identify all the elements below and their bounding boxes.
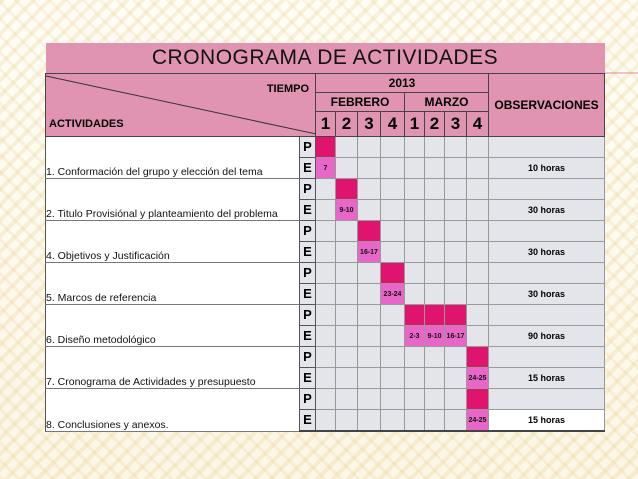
week-cell	[425, 158, 445, 179]
week-cell	[336, 410, 358, 432]
actividades-label: ACTIVIDADES	[49, 118, 124, 130]
week-cell	[445, 137, 467, 158]
observation-empty-cell	[489, 263, 605, 284]
week-cell	[358, 200, 381, 221]
week-cell	[467, 179, 489, 200]
executed-week-cell: 9-10	[336, 200, 358, 221]
activity-plan-row	[46, 389, 605, 410]
activity-plan-row	[46, 305, 605, 326]
observation-empty-cell	[489, 137, 605, 158]
executed-week-cell: 7	[316, 158, 336, 179]
week-cell	[381, 368, 405, 389]
planned-week-cell	[336, 179, 358, 200]
executed-week-cell: 2-3	[405, 326, 425, 347]
observation-hours: 30 horas	[489, 284, 605, 305]
week-cell	[358, 347, 381, 368]
activity-plan-row	[46, 179, 605, 200]
activity-name: 5. Marcos de referencia	[46, 263, 300, 305]
week-cell	[467, 200, 489, 221]
week-cell	[405, 179, 425, 200]
planned-week-cell	[405, 305, 425, 326]
schedule-title: CRONOGRAMA DE ACTIVIDADES	[46, 43, 605, 74]
planned-week-cell	[467, 389, 489, 410]
week-cell	[445, 284, 467, 305]
week-cell	[445, 158, 467, 179]
week-cell	[381, 179, 405, 200]
week-cell	[405, 389, 425, 410]
observation-hours: 90 horas	[489, 326, 605, 347]
week-cell	[336, 326, 358, 347]
week-cell	[358, 158, 381, 179]
activity-name: 1. Conformación del grupo y elección del tema	[46, 137, 300, 179]
observation-empty-cell	[489, 305, 605, 326]
week-header: 2	[425, 112, 445, 137]
week-cell	[316, 326, 336, 347]
week-header: 1	[316, 112, 336, 137]
week-cell	[381, 389, 405, 410]
week-cell	[467, 221, 489, 242]
week-cell	[467, 305, 489, 326]
week-cell	[358, 179, 381, 200]
week-cell	[425, 137, 445, 158]
week-cell	[358, 263, 381, 284]
week-cell	[358, 137, 381, 158]
exec-marker: E	[300, 326, 316, 347]
week-cell	[316, 410, 336, 432]
week-cell	[336, 158, 358, 179]
week-cell	[425, 410, 445, 432]
week-cell	[381, 242, 405, 263]
week-cell	[425, 389, 445, 410]
week-cell	[405, 200, 425, 221]
plan-marker: P	[300, 179, 316, 200]
week-cell	[358, 305, 381, 326]
week-cell	[405, 137, 425, 158]
week-cell	[405, 284, 425, 305]
executed-week-cell: 9-10	[425, 326, 445, 347]
plan-marker: P	[300, 347, 316, 368]
week-cell	[336, 284, 358, 305]
observation-hours: 15 horas	[489, 368, 605, 389]
activity-name: 2. Titulo Provisiónal y planteamiento del problema	[46, 179, 300, 221]
week-cell	[445, 263, 467, 284]
week-header: 3	[358, 112, 381, 137]
plan-marker: P	[300, 263, 316, 284]
week-cell	[445, 200, 467, 221]
week-cell	[445, 368, 467, 389]
week-cell	[425, 179, 445, 200]
week-cell	[425, 284, 445, 305]
week-cell	[316, 242, 336, 263]
activity-name: 7. Cronograma de Actividades y presupuesto	[46, 347, 300, 389]
year-header: 2013	[316, 74, 489, 93]
week-cell	[445, 242, 467, 263]
exec-marker: E	[300, 284, 316, 305]
week-cell	[445, 221, 467, 242]
planned-week-cell	[381, 263, 405, 284]
week-cell	[336, 137, 358, 158]
week-cell	[425, 242, 445, 263]
week-header: 1	[405, 112, 425, 137]
week-cell	[405, 158, 425, 179]
week-cell	[316, 284, 336, 305]
week-cell	[336, 242, 358, 263]
planned-week-cell	[316, 137, 336, 158]
week-cell	[425, 347, 445, 368]
week-cell	[336, 221, 358, 242]
week-cell	[316, 200, 336, 221]
week-header: 2	[336, 112, 358, 137]
week-cell	[467, 242, 489, 263]
week-cell	[405, 368, 425, 389]
month-marzo: MARZO	[405, 93, 489, 112]
schedule-table	[45, 43, 605, 432]
week-cell	[358, 326, 381, 347]
activity-name: 8. Conclusiones y anexos.	[46, 389, 300, 432]
activity-plan-row	[46, 137, 605, 158]
observation-empty-cell	[489, 389, 605, 410]
plan-marker: P	[300, 305, 316, 326]
week-cell	[316, 305, 336, 326]
week-cell	[358, 368, 381, 389]
exec-marker: E	[300, 368, 316, 389]
observation-hours: 10 horas	[489, 158, 605, 179]
week-cell	[336, 347, 358, 368]
week-cell	[316, 368, 336, 389]
activity-name: 4. Objetivos y Justificación	[46, 221, 300, 263]
plan-marker: P	[300, 137, 316, 158]
week-cell	[405, 242, 425, 263]
week-cell	[381, 305, 405, 326]
week-cell	[467, 137, 489, 158]
executed-week-cell: 16-17	[358, 242, 381, 263]
week-cell	[358, 284, 381, 305]
week-header: 4	[467, 112, 489, 137]
activity-plan-row	[46, 263, 605, 284]
week-cell	[381, 410, 405, 432]
plan-marker: P	[300, 221, 316, 242]
activity-plan-row	[46, 221, 605, 242]
plan-marker: P	[300, 389, 316, 410]
observation-empty-cell	[489, 221, 605, 242]
week-cell	[316, 389, 336, 410]
observation-empty-cell	[489, 347, 605, 368]
week-cell	[336, 263, 358, 284]
week-header: 4	[381, 112, 405, 137]
week-cell	[405, 410, 425, 432]
planned-week-cell	[467, 347, 489, 368]
week-cell	[467, 326, 489, 347]
activity-name: 6. Diseño metodológico	[46, 305, 300, 347]
week-cell	[467, 284, 489, 305]
activity-plan-row	[46, 347, 605, 368]
week-cell	[381, 326, 405, 347]
observation-empty-cell	[489, 179, 605, 200]
observation-hours: 30 horas	[489, 242, 605, 263]
week-cell	[445, 410, 467, 432]
week-cell	[316, 263, 336, 284]
week-cell	[336, 368, 358, 389]
week-cell	[467, 158, 489, 179]
week-cell	[405, 221, 425, 242]
week-cell	[405, 263, 425, 284]
planned-week-cell	[445, 305, 467, 326]
month-febrero: FEBRERO	[316, 93, 405, 112]
exec-marker: E	[300, 242, 316, 263]
exec-marker: E	[300, 410, 316, 432]
week-cell	[336, 389, 358, 410]
week-cell	[445, 179, 467, 200]
tiempo-label: TIEMPO	[266, 83, 309, 95]
week-cell	[316, 347, 336, 368]
week-cell	[316, 179, 336, 200]
week-cell	[381, 200, 405, 221]
observation-hours: 30 horas	[489, 200, 605, 221]
planned-week-cell	[425, 305, 445, 326]
exec-marker: E	[300, 158, 316, 179]
week-cell	[445, 389, 467, 410]
corner-header	[46, 74, 316, 137]
week-cell	[381, 221, 405, 242]
week-cell	[425, 263, 445, 284]
week-cell	[425, 200, 445, 221]
week-cell	[425, 368, 445, 389]
week-cell	[405, 347, 425, 368]
observation-hours: 15 horas	[489, 410, 605, 432]
planned-week-cell	[358, 221, 381, 242]
week-cell	[425, 221, 445, 242]
executed-week-cell: 24-25	[467, 368, 489, 389]
observaciones-header: OBSERVACIONES	[489, 74, 605, 137]
week-cell	[316, 221, 336, 242]
executed-week-cell: 16-17	[445, 326, 467, 347]
week-cell	[358, 410, 381, 432]
week-cell	[381, 137, 405, 158]
week-cell	[358, 389, 381, 410]
week-cell	[381, 158, 405, 179]
executed-week-cell: 23-24	[381, 284, 405, 305]
week-cell	[381, 347, 405, 368]
week-cell	[445, 347, 467, 368]
week-cell	[467, 263, 489, 284]
exec-marker: E	[300, 200, 316, 221]
week-header: 3	[445, 112, 467, 137]
executed-week-cell: 24-25	[467, 410, 489, 432]
week-cell	[336, 305, 358, 326]
